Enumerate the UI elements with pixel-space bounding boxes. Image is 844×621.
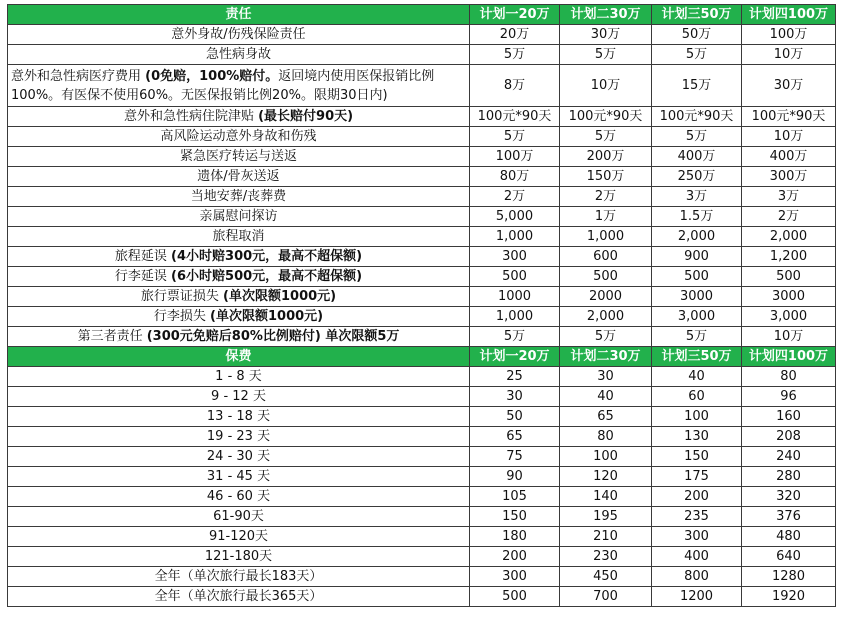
coverage-value-plan-1: 5,000 bbox=[470, 207, 560, 227]
premium-value-plan-3: 200 bbox=[652, 487, 742, 507]
coverage-item-note: (4小时赔300元，最高不超保额) bbox=[171, 248, 363, 264]
premium-value-plan-3: 300 bbox=[652, 527, 742, 547]
coverage-value-plan-2: 1,000 bbox=[560, 227, 652, 247]
coverage-value-plan-3: 250万 bbox=[652, 167, 742, 187]
premium-value-plan-4: 208 bbox=[742, 427, 836, 447]
premium-duration: 91-120天 bbox=[8, 527, 470, 547]
coverage-item-label: 旅行票证损失 bbox=[140, 288, 224, 304]
premium-row bbox=[8, 467, 836, 487]
coverage-item bbox=[8, 247, 470, 267]
premium-duration: 全年（单次旅行最长365天） bbox=[8, 587, 470, 607]
coverage-row bbox=[8, 107, 836, 127]
premium-value-plan-1: 105 bbox=[470, 487, 560, 507]
coverage-item bbox=[8, 45, 470, 65]
coverage-value-plan-3: 5万 bbox=[652, 327, 742, 347]
premium-value-plan-1: 180 bbox=[470, 527, 560, 547]
coverage-value-plan-2: 5万 bbox=[560, 127, 652, 147]
premium-value-plan-3: 40 bbox=[652, 367, 742, 387]
coverage-item bbox=[8, 267, 470, 287]
premium-header-plan-2: 计划二30万 bbox=[560, 347, 652, 367]
premium-value-plan-2: 100 bbox=[560, 447, 652, 467]
coverage-value-plan-4: 2万 bbox=[742, 207, 836, 227]
coverage-value-plan-1: 500 bbox=[470, 267, 560, 287]
premium-value-plan-1: 90 bbox=[470, 467, 560, 487]
premium-row bbox=[8, 527, 836, 547]
premium-value-plan-1: 300 bbox=[470, 567, 560, 587]
coverage-item bbox=[8, 187, 470, 207]
premium-value-plan-4: 1920 bbox=[742, 587, 836, 607]
coverage-row bbox=[8, 45, 836, 65]
premium-duration: 全年（单次旅行最长183天） bbox=[8, 567, 470, 587]
coverage-item-label: 当地安葬/丧葬费 bbox=[190, 188, 287, 204]
coverage-value-plan-4: 3万 bbox=[742, 187, 836, 207]
coverage-header-plan-4: 计划四100万 bbox=[742, 5, 836, 25]
coverage-value-plan-2: 2000 bbox=[560, 287, 652, 307]
premium-value-plan-2: 195 bbox=[560, 507, 652, 527]
coverage-value-plan-2: 200万 bbox=[560, 147, 652, 167]
coverage-item-note: (0免赔，100%赔付。 bbox=[145, 68, 279, 84]
coverage-value-plan-3: 900 bbox=[652, 247, 742, 267]
coverage-row bbox=[8, 207, 836, 227]
premium-duration: 61-90天 bbox=[8, 507, 470, 527]
coverage-header-plan-1: 计划一20万 bbox=[470, 5, 560, 25]
premium-value-plan-2: 65 bbox=[560, 407, 652, 427]
premium-value-plan-3: 800 bbox=[652, 567, 742, 587]
coverage-row bbox=[8, 227, 836, 247]
coverage-item-label: 旅程延误 bbox=[114, 248, 172, 264]
coverage-value-plan-4: 10万 bbox=[742, 327, 836, 347]
premium-duration: 121-180天 bbox=[8, 547, 470, 567]
coverage-row bbox=[8, 267, 836, 287]
premium-value-plan-4: 640 bbox=[742, 547, 836, 567]
coverage-item-label: 第三者责任 bbox=[77, 328, 147, 344]
premium-value-plan-2: 140 bbox=[560, 487, 652, 507]
premium-duration: 9 - 12 天 bbox=[8, 387, 470, 407]
coverage-item-label: 旅程取消 bbox=[212, 228, 265, 244]
coverage-value-plan-4: 100元*90天 bbox=[742, 107, 836, 127]
coverage-value-plan-3: 400万 bbox=[652, 147, 742, 167]
coverage-header-label: 责任 bbox=[8, 5, 470, 25]
coverage-value-plan-4: 300万 bbox=[742, 167, 836, 187]
coverage-value-plan-2: 1万 bbox=[560, 207, 652, 227]
premium-value-plan-2: 450 bbox=[560, 567, 652, 587]
coverage-value-plan-3: 2,000 bbox=[652, 227, 742, 247]
premium-value-plan-2: 210 bbox=[560, 527, 652, 547]
coverage-item-label: 急性病身故 bbox=[205, 46, 271, 62]
premium-duration: 1 - 8 天 bbox=[8, 367, 470, 387]
coverage-row bbox=[8, 65, 836, 107]
coverage-value-plan-3: 3万 bbox=[652, 187, 742, 207]
premium-value-plan-1: 500 bbox=[470, 587, 560, 607]
coverage-value-plan-3: 3,000 bbox=[652, 307, 742, 327]
coverage-value-plan-1: 5万 bbox=[470, 327, 560, 347]
coverage-value-plan-4: 2,000 bbox=[742, 227, 836, 247]
premium-value-plan-4: 160 bbox=[742, 407, 836, 427]
coverage-row bbox=[8, 187, 836, 207]
coverage-item bbox=[8, 147, 470, 167]
coverage-value-plan-3: 5万 bbox=[652, 127, 742, 147]
coverage-item-note: (6小时赔500元，最高不超保额) bbox=[171, 268, 363, 284]
coverage-value-plan-2: 600 bbox=[560, 247, 652, 267]
coverage-item bbox=[8, 127, 470, 147]
coverage-value-plan-3: 15万 bbox=[652, 65, 742, 107]
premium-value-plan-3: 130 bbox=[652, 427, 742, 447]
coverage-value-plan-2: 2,000 bbox=[560, 307, 652, 327]
premium-row bbox=[8, 547, 836, 567]
coverage-value-plan-3: 100元*90天 bbox=[652, 107, 742, 127]
premium-duration: 31 - 45 天 bbox=[8, 467, 470, 487]
coverage-item-label: 行李损失 bbox=[153, 308, 211, 324]
premium-duration: 19 - 23 天 bbox=[8, 427, 470, 447]
coverage-value-plan-1: 80万 bbox=[470, 167, 560, 187]
coverage-item bbox=[8, 227, 470, 247]
coverage-value-plan-2: 5万 bbox=[560, 327, 652, 347]
coverage-value-plan-1: 100元*90天 bbox=[470, 107, 560, 127]
coverage-row bbox=[8, 307, 836, 327]
premium-value-plan-1: 200 bbox=[470, 547, 560, 567]
coverage-item-label: 行李延误 bbox=[114, 268, 172, 284]
coverage-item bbox=[8, 25, 470, 45]
coverage-value-plan-3: 3000 bbox=[652, 287, 742, 307]
coverage-value-plan-4: 10万 bbox=[742, 45, 836, 65]
premium-value-plan-3: 235 bbox=[652, 507, 742, 527]
coverage-item bbox=[8, 65, 470, 107]
coverage-header-row bbox=[8, 5, 836, 25]
coverage-value-plan-1: 100万 bbox=[470, 147, 560, 167]
premium-duration: 46 - 60 天 bbox=[8, 487, 470, 507]
coverage-value-plan-4: 3000 bbox=[742, 287, 836, 307]
coverage-value-plan-1: 1,000 bbox=[470, 307, 560, 327]
premium-row bbox=[8, 407, 836, 427]
coverage-value-plan-1: 1000 bbox=[470, 287, 560, 307]
premium-value-plan-4: 280 bbox=[742, 467, 836, 487]
coverage-item bbox=[8, 207, 470, 227]
coverage-value-plan-2: 150万 bbox=[560, 167, 652, 187]
coverage-item bbox=[8, 167, 470, 187]
coverage-value-plan-4: 400万 bbox=[742, 147, 836, 167]
coverage-item-label: 亲属慰问探访 bbox=[199, 208, 278, 224]
premium-value-plan-4: 80 bbox=[742, 367, 836, 387]
premium-value-plan-2: 700 bbox=[560, 587, 652, 607]
coverage-value-plan-1: 5万 bbox=[470, 127, 560, 147]
coverage-value-plan-1: 5万 bbox=[470, 45, 560, 65]
coverage-item-label: 高风险运动意外身故和伤残 bbox=[160, 128, 317, 144]
coverage-value-plan-1: 20万 bbox=[470, 25, 560, 45]
coverage-row bbox=[8, 127, 836, 147]
premium-value-plan-1: 150 bbox=[470, 507, 560, 527]
premium-value-plan-1: 50 bbox=[470, 407, 560, 427]
coverage-item-label: 意外和急性病医疗费用 bbox=[11, 68, 146, 84]
premium-value-plan-2: 230 bbox=[560, 547, 652, 567]
premium-value-plan-2: 30 bbox=[560, 367, 652, 387]
premium-header-plan-3: 计划三50万 bbox=[652, 347, 742, 367]
coverage-row bbox=[8, 147, 836, 167]
coverage-value-plan-3: 50万 bbox=[652, 25, 742, 45]
insurance-plan-table-container bbox=[7, 4, 835, 607]
coverage-value-plan-1: 1,000 bbox=[470, 227, 560, 247]
coverage-value-plan-3: 1.5万 bbox=[652, 207, 742, 227]
premium-value-plan-1: 25 bbox=[470, 367, 560, 387]
premium-value-plan-3: 60 bbox=[652, 387, 742, 407]
coverage-item bbox=[8, 327, 470, 347]
coverage-value-plan-4: 500 bbox=[742, 267, 836, 287]
coverage-value-plan-2: 30万 bbox=[560, 25, 652, 45]
premium-value-plan-1: 65 bbox=[470, 427, 560, 447]
coverage-value-plan-1: 2万 bbox=[470, 187, 560, 207]
premium-row bbox=[8, 507, 836, 527]
premium-value-plan-4: 376 bbox=[742, 507, 836, 527]
premium-header-label: 保费 bbox=[8, 347, 470, 367]
premium-value-plan-3: 400 bbox=[652, 547, 742, 567]
coverage-value-plan-2: 5万 bbox=[560, 45, 652, 65]
premium-value-plan-4: 320 bbox=[742, 487, 836, 507]
coverage-row bbox=[8, 25, 836, 45]
coverage-value-plan-4: 10万 bbox=[742, 127, 836, 147]
premium-row bbox=[8, 447, 836, 467]
coverage-item-detail: 返回境内使用医保报销比例100%。有医保不使用60%。无医保报销比例20%。限期30日内) bbox=[11, 68, 435, 103]
coverage-item bbox=[8, 287, 470, 307]
premium-value-plan-3: 100 bbox=[652, 407, 742, 427]
premium-duration: 24 - 30 天 bbox=[8, 447, 470, 467]
premium-value-plan-1: 75 bbox=[470, 447, 560, 467]
coverage-value-plan-4: 1,200 bbox=[742, 247, 836, 267]
premium-header-row bbox=[8, 347, 836, 367]
premium-row bbox=[8, 587, 836, 607]
coverage-value-plan-3: 500 bbox=[652, 267, 742, 287]
coverage-item-note: (最长赔付90天) bbox=[258, 108, 354, 124]
coverage-item-label: 遗体/骨灰送返 bbox=[197, 168, 280, 184]
coverage-value-plan-2: 500 bbox=[560, 267, 652, 287]
premium-value-plan-3: 150 bbox=[652, 447, 742, 467]
premium-row bbox=[8, 487, 836, 507]
coverage-value-plan-2: 2万 bbox=[560, 187, 652, 207]
coverage-value-plan-4: 3,000 bbox=[742, 307, 836, 327]
coverage-row bbox=[8, 287, 836, 307]
premium-value-plan-2: 120 bbox=[560, 467, 652, 487]
coverage-value-plan-2: 100元*90天 bbox=[560, 107, 652, 127]
coverage-value-plan-3: 5万 bbox=[652, 45, 742, 65]
premium-value-plan-2: 40 bbox=[560, 387, 652, 407]
coverage-value-plan-1: 300 bbox=[470, 247, 560, 267]
premium-row bbox=[8, 567, 836, 587]
premium-value-plan-3: 1200 bbox=[652, 587, 742, 607]
premium-duration: 13 - 18 天 bbox=[8, 407, 470, 427]
coverage-value-plan-2: 10万 bbox=[560, 65, 652, 107]
premium-row bbox=[8, 427, 836, 447]
coverage-item-label: 意外身故/伤残保险责任 bbox=[171, 26, 306, 42]
coverage-item-note: (300元免赔后80%比例赔付) 单次限额5万 bbox=[146, 328, 400, 344]
premium-value-plan-3: 175 bbox=[652, 467, 742, 487]
coverage-item bbox=[8, 307, 470, 327]
coverage-value-plan-1: 8万 bbox=[470, 65, 560, 107]
coverage-row bbox=[8, 327, 836, 347]
coverage-item-label: 意外和急性病住院津贴 bbox=[123, 108, 259, 124]
premium-value-plan-4: 240 bbox=[742, 447, 836, 467]
coverage-item bbox=[8, 107, 470, 127]
coverage-item-label: 紧急医疗转运与送返 bbox=[179, 148, 297, 164]
insurance-plan-table bbox=[7, 4, 836, 607]
premium-header-plan-4: 计划四100万 bbox=[742, 347, 836, 367]
premium-value-plan-4: 96 bbox=[742, 387, 836, 407]
coverage-value-plan-4: 100万 bbox=[742, 25, 836, 45]
premium-row bbox=[8, 367, 836, 387]
coverage-item-note: (单次限额1000元) bbox=[223, 288, 337, 304]
coverage-row bbox=[8, 247, 836, 267]
premium-header-plan-1: 计划一20万 bbox=[470, 347, 560, 367]
coverage-value-plan-4: 30万 bbox=[742, 65, 836, 107]
premium-value-plan-1: 30 bbox=[470, 387, 560, 407]
coverage-row bbox=[8, 167, 836, 187]
premium-row bbox=[8, 387, 836, 407]
coverage-header-plan-2: 计划二30万 bbox=[560, 5, 652, 25]
coverage-header-plan-3: 计划三50万 bbox=[652, 5, 742, 25]
premium-value-plan-2: 80 bbox=[560, 427, 652, 447]
premium-value-plan-4: 480 bbox=[742, 527, 836, 547]
premium-value-plan-4: 1280 bbox=[742, 567, 836, 587]
coverage-item-note: (单次限额1000元) bbox=[210, 308, 324, 324]
